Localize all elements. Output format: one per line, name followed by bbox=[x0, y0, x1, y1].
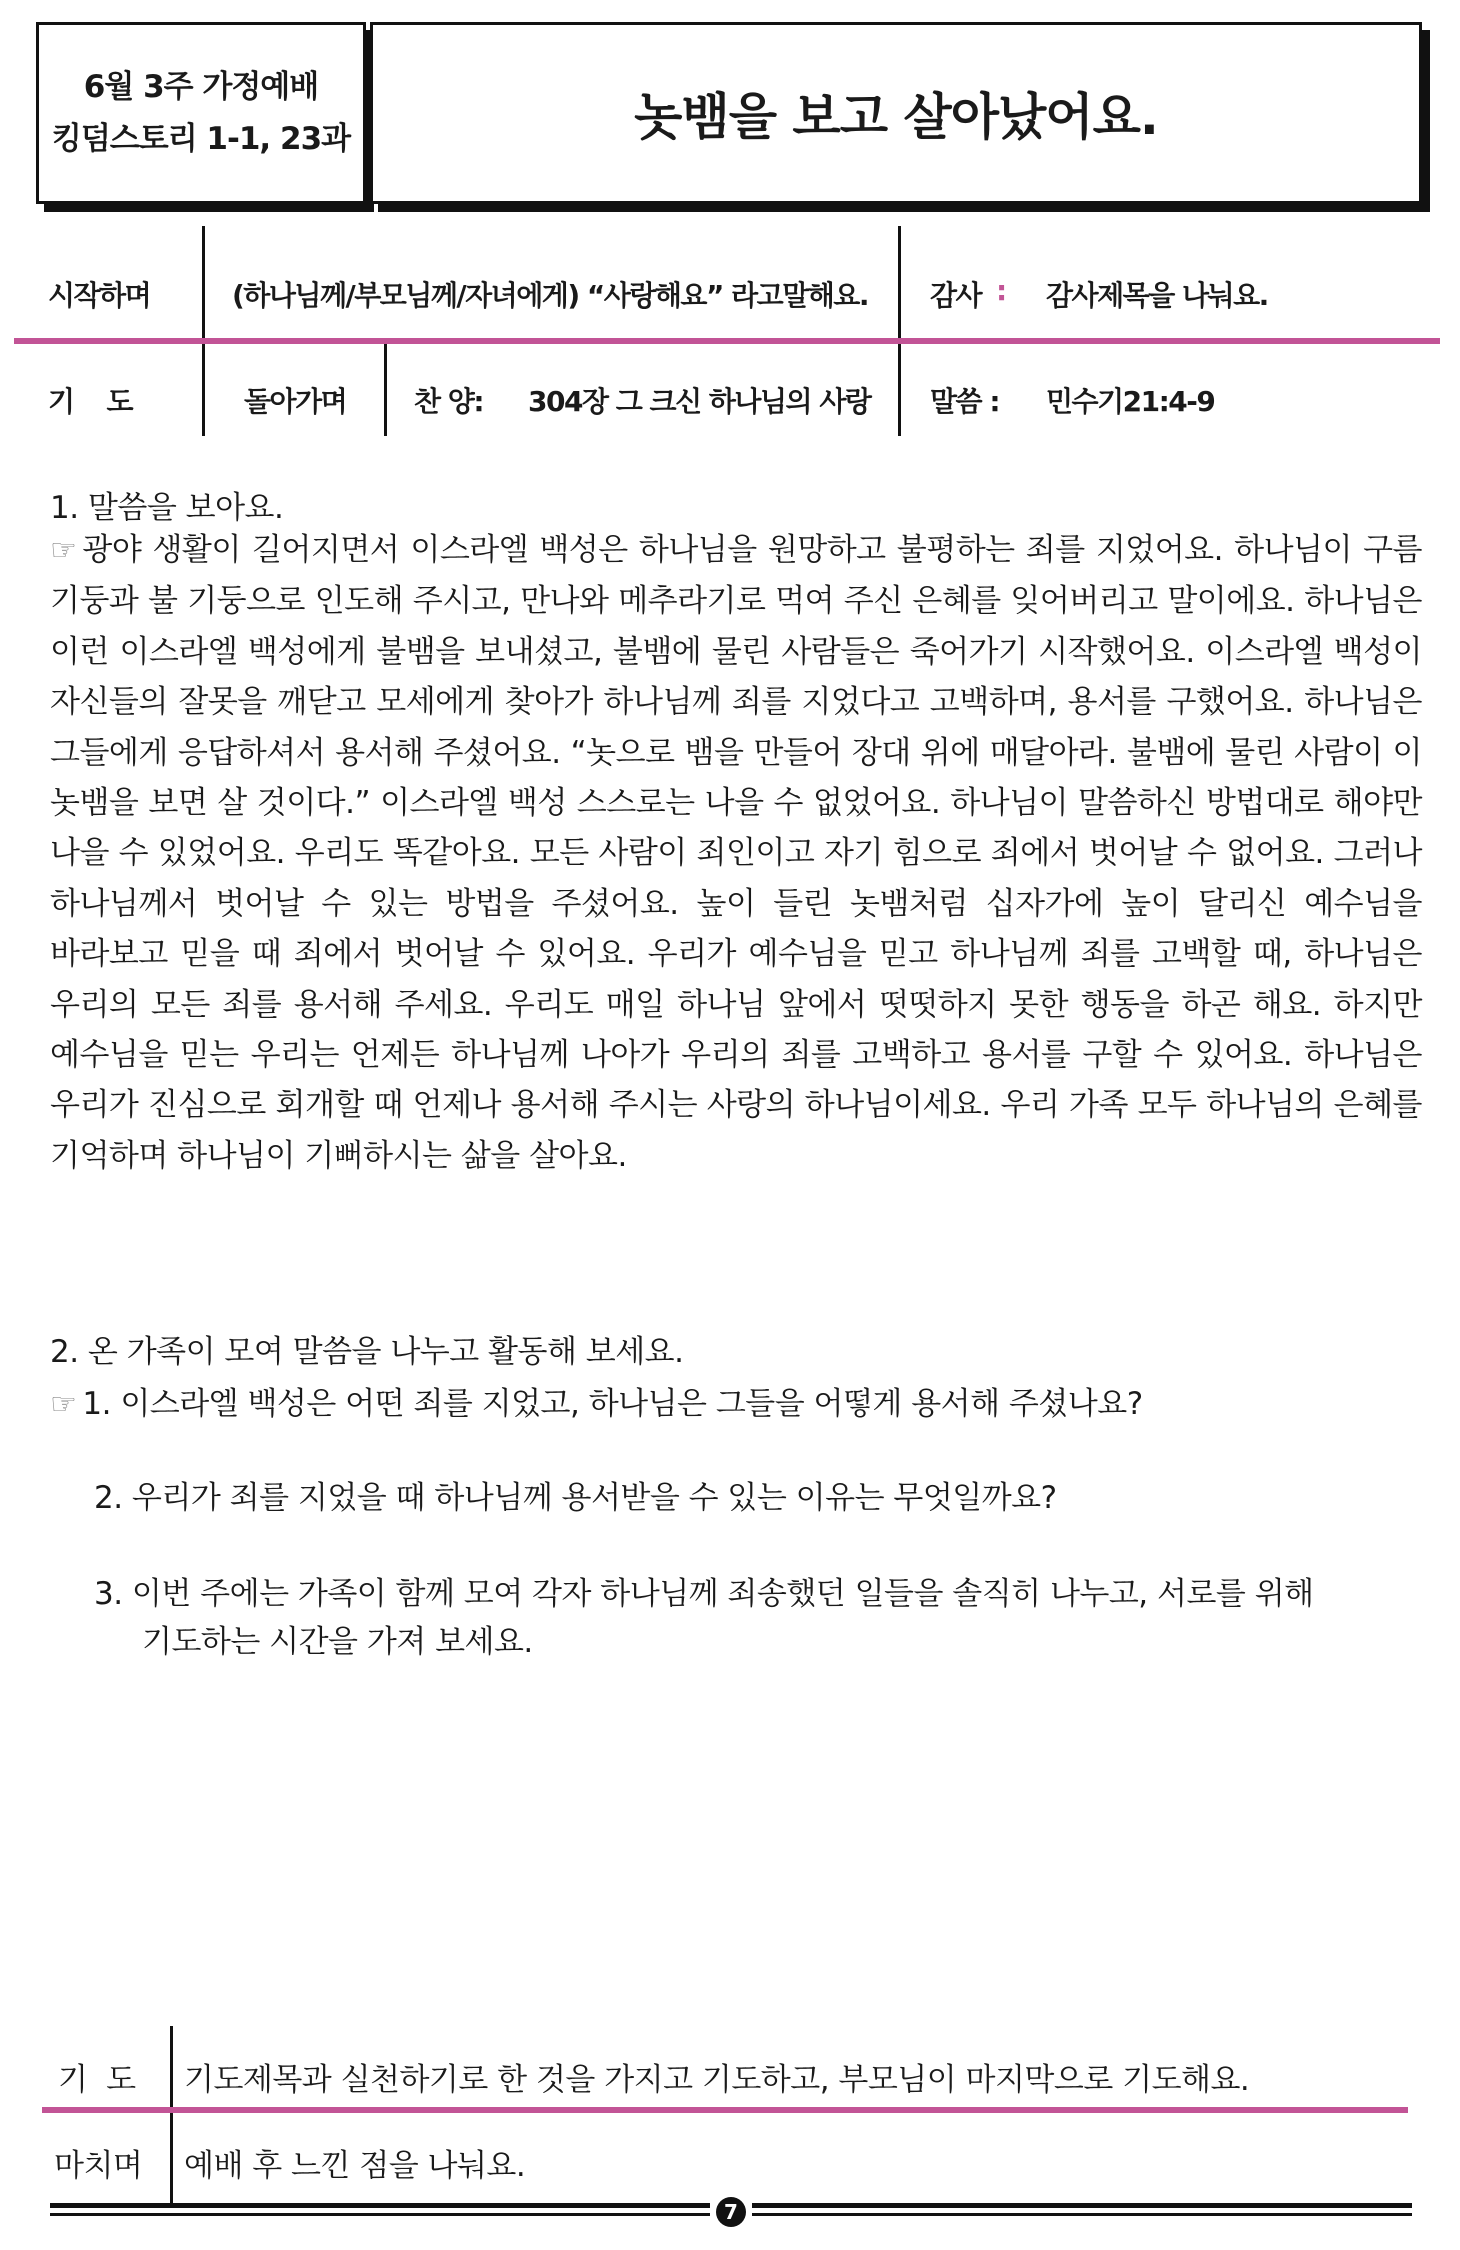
prayer-label: 기 도 bbox=[48, 385, 133, 418]
lesson-label: 킹덤스토리 1-1, 23과 bbox=[51, 121, 351, 157]
divider bbox=[898, 344, 901, 436]
closing-text: 예배 후 느낀 점을 나눠요. bbox=[184, 2148, 526, 2184]
divider bbox=[202, 344, 205, 436]
footer-prayer-text: 기도제목과 실천하기로 한 것을 가지고 기도하고, 부모님이 마지막으로 기도해요. bbox=[184, 2062, 1250, 2098]
footer-rule bbox=[50, 2203, 710, 2208]
thanks-text: 감사제목을 나눠요. bbox=[1046, 279, 1268, 312]
section1-paragraph bbox=[50, 525, 1422, 1181]
week-label: 6월 3주 가정예배 bbox=[83, 69, 319, 105]
thanks-colon: : bbox=[996, 274, 1006, 307]
closing-label: 마치며 bbox=[54, 2148, 143, 2184]
prayer-text: 돌아가며 bbox=[244, 385, 347, 418]
word-text: 민수기21:4-9 bbox=[1046, 385, 1215, 418]
pointing-hand-icon: ☞ bbox=[50, 533, 77, 568]
question-2: 2. 우리가 죄를 지었을 때 하나님께 용서받을 수 있는 이유는 무엇일까요? bbox=[94, 1480, 1057, 1516]
footer-rule bbox=[752, 2213, 1412, 2216]
title-box bbox=[370, 22, 1422, 204]
hymn-label: 찬 양: bbox=[414, 385, 484, 418]
divider bbox=[384, 344, 387, 436]
start-label: 시작하며 bbox=[48, 279, 151, 312]
question-3-line2: 기도하는 시간을 가져 보세요. bbox=[142, 1624, 533, 1660]
start-text: (하나님께/부모님께/자녀에게) “사랑해요” 라고말해요. bbox=[232, 279, 868, 312]
question-3-line1: 3. 이번 주에는 가족이 함께 모여 각자 하나님께 죄송했던 일들을 솔직히 나누고, 서로를 위해 bbox=[94, 1576, 1314, 1612]
accent-divider bbox=[14, 338, 1440, 344]
lesson-info-box bbox=[36, 22, 366, 204]
divider bbox=[170, 2026, 173, 2206]
divider bbox=[898, 226, 901, 338]
section2-bullet-row bbox=[50, 1378, 1143, 1423]
thanks-label: 감사 bbox=[930, 279, 982, 312]
page-title: 놋뱀을 보고 살아났어요. bbox=[634, 88, 1158, 146]
footer-rule bbox=[752, 2203, 1412, 2208]
word-label: 말씀 : bbox=[930, 385, 1000, 418]
section2-heading: 2. 온 가족이 모여 말씀을 나누고 활동해 보세요. bbox=[50, 1334, 684, 1370]
page-number: 7 bbox=[716, 2197, 746, 2227]
accent-divider bbox=[42, 2107, 1408, 2113]
hymn-text: 304장 그 크신 하나님의 사랑 bbox=[528, 385, 871, 418]
divider bbox=[202, 226, 205, 338]
pointing-hand-icon: ☞ bbox=[50, 1387, 77, 1422]
footer-prayer-label: 기 도 bbox=[58, 2062, 136, 2098]
footer-rule bbox=[50, 2213, 710, 2216]
question-1: 1. 이스라엘 백성은 어떤 죄를 지었고, 하나님은 그들을 어떻게 용서해 주셨나요? bbox=[82, 1386, 1143, 1422]
section1-text: 광야 생활이 길어지면서 이스라엘 백성은 하나님을 원망하고 불평하는 죄를 지었어요. 하나님이 구름 기둥과 불 기둥으로 인도해 주시고, 만나와 메추라기로 먹여 주신 은혜를 잊어버리고 말이에요. 하나님은 이런 이스라엘 백성에게 불뱀을 보내셨고, 불뱀에 물린 사람들은 죽어가기 시작했어요. 이스라엘 백성이 자신들의 잘못을 깨닫고 모세에게 찾아가 하나님께 죄를 지었다고 고백하며, 용서를 구했어요. 하나님은 그들에게 응답하셔서 용서해 주셨어요. “놋으로 뱀을 만들어 장대 위에 매달아라. 불뱀에 물린 사람이 이 놋뱀을 보면 살 것이다.” 이스라엘 백성 스스로는 나을 수 없었어요. 하나님이 말씀하신 방법대로 해야만 나을 수 있었어요. 우리도 똑같아요. 모든 사람이 죄인이고 자기 힘으로 죄에서 벗어날 수 없어요. 그러나 하나님께서 벗어날 수 있는 방법을 주셨어요. 높이 들린 놋뱀처럼 십자가에 높이 달리신 예수님을 바라보고 믿을 때 죄에서 벗어날 수 있어요. 우리가 예수님을 믿고 하나님께 죄를 고백할 때, 하나님은 우리의 모든 죄를 용서해 주세요. 우리도 매일 하나님 앞에서 떳떳하지 못한 행동을 하곤 해요. 하지만 예수님을 믿는 우리는 언제든 하나님께 나아가 우리의 죄를 고백하고 용서를 구할 수 있어요. 하나님은 우리가 진심으로 회개할 때 언제나 용서해 주시는 사랑의 하나님이세요. 우리 가족 모두 하나님의 은혜를 기억하며 하나님이 기뻐하시는 삶을 살아요. bbox=[50, 532, 1422, 1174]
section1-heading: 1. 말씀을 보아요. bbox=[50, 490, 284, 526]
